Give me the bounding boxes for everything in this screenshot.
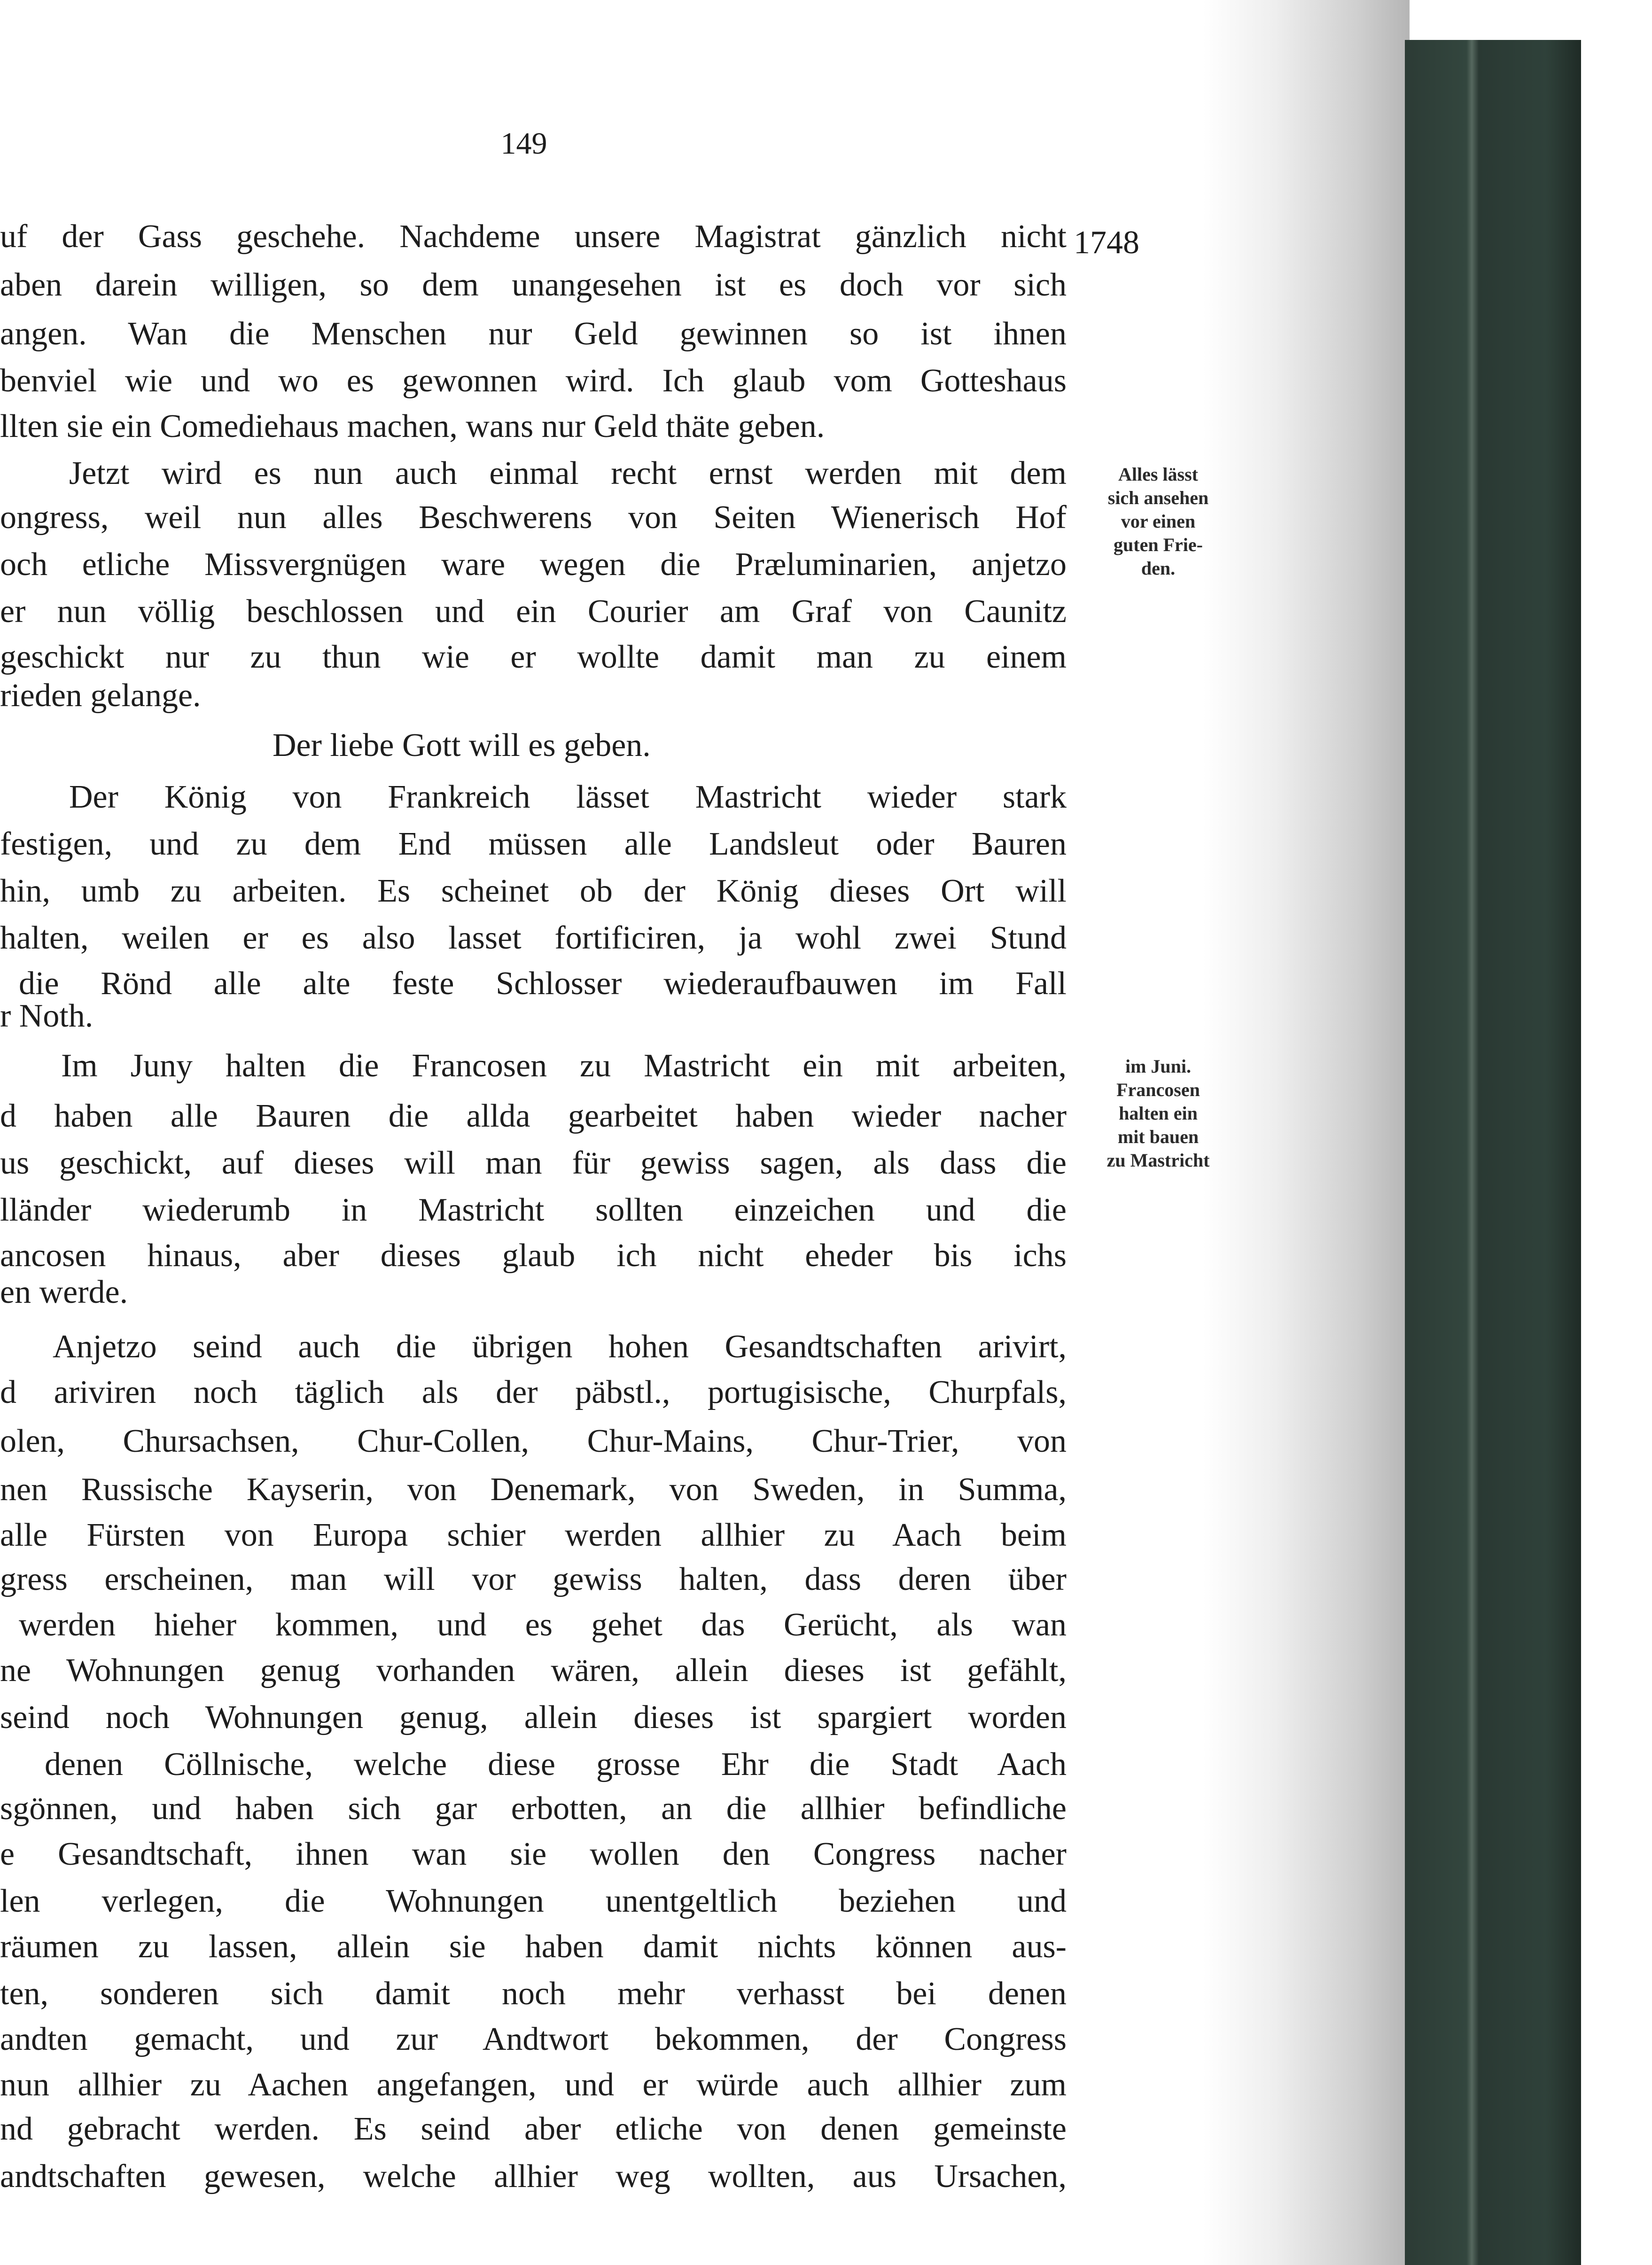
margin-note-line: vor einen xyxy=(1121,511,1196,532)
margin-note-june xyxy=(1060,1055,1257,1172)
text-line: ten, sonderen sich damit noch mehr verhasst bei denen xyxy=(0,1976,1067,2012)
text-line: er nun völlig beschlossen und ein Courier am Graf von Caunitz xyxy=(0,593,1067,630)
text-line: alle Fürsten von Europa schier werden allhier zu Aach beim xyxy=(0,1517,1067,1553)
text-line: och etliche Missvergnügen ware wegen die Præluminarien, anjetzo xyxy=(0,546,1067,583)
text-line: Der liebe Gott will es geben. xyxy=(273,727,651,763)
text-line: sgönnen, und haben sich gar erbotten, an die allhier befindliche xyxy=(0,1790,1067,1827)
text-line: nen Russische Kayserin, von Denemark, von Sweden, in Summa, xyxy=(0,1471,1067,1508)
text-line: olen, Chursachsen, Chur-Collen, Chur-Mains, Chur-Trier, von xyxy=(0,1423,1067,1459)
text-line: benviel wie und wo es gewonnen wird. Ich glaub vom Gotteshaus xyxy=(0,363,1067,399)
text-line: e Gesandtschaft, ihnen wan sie wollen den Congress nacher xyxy=(0,1836,1067,1872)
text-line: werden hieher kommen, und es gehet das Gerücht, als wan xyxy=(19,1607,1067,1643)
text-line: Im Juny halten die Francosen zu Mastricht ein mit arbeiten, xyxy=(61,1048,1067,1084)
text-line: ne Wohnungen genug vorhanden wären, allein dieses ist gefählt, xyxy=(0,1652,1067,1689)
text-line: ancosen hinaus, aber dieses glaub ich nicht eheder bis ichs xyxy=(0,1238,1067,1274)
margin-note-peace xyxy=(1060,463,1257,580)
text-line: andten gemacht, und zur Andtwort bekommen, der Congress xyxy=(0,2021,1067,2057)
text-line: die Rönd alle alte feste Schlosser wiederaufbauwen im Fall xyxy=(19,965,1067,1002)
text-line: aben darein willigen, so dem unangesehen ist es doch vor sich xyxy=(0,267,1067,303)
page-number: 149 xyxy=(500,126,547,161)
margin-note-line: guten Frie- xyxy=(1114,534,1203,555)
margin-note-line: Francosen xyxy=(1116,1079,1200,1100)
text-line: angen. Wan die Menschen nur Geld gewinnen so ist ihnen xyxy=(0,316,1067,352)
text-line: andtschaften gewesen, welche allhier weg wollten, aus Ursachen, xyxy=(0,2158,1067,2195)
text-line: llten sie ein Comediehaus machen, wans nur Geld thäte geben. xyxy=(0,408,825,444)
text-line: uf der Gass geschehe. Nachdeme unsere Magistrat gänzlich nicht xyxy=(0,218,1067,255)
text-line: d ariviren noch täglich als der päbstl., portugisische, Churpfals, xyxy=(0,1374,1067,1410)
text-line: seind noch Wohnungen genug, allein dieses ist spargiert worden xyxy=(0,1699,1067,1736)
book-binding xyxy=(1405,40,1581,2265)
text-line: denen Cöllnische, welche diese grosse Ehr die Stadt Aach xyxy=(45,1746,1067,1782)
text-line: geschickt nur zu thun wie er wollte damit man zu einem xyxy=(0,639,1067,675)
text-line: ongress, weil nun alles Beschwerens von Seiten Wienerisch Hof xyxy=(0,499,1067,536)
text-line: us geschickt, auf dieses will man für gewiss sagen, als dass die xyxy=(0,1145,1067,1181)
text-line: rieden gelange. xyxy=(0,677,201,714)
margin-note-line: den. xyxy=(1141,558,1176,579)
text-line: lländer wiederumb in Mastricht sollten einzeichen und die xyxy=(0,1192,1067,1228)
margin-note-line: halten ein xyxy=(1119,1103,1198,1124)
text-line: gress erscheinen, man will vor gewiss halten, dass deren über xyxy=(0,1561,1067,1597)
text-line: nd gebracht werden. Es seind aber etliche von denen gemeinste xyxy=(0,2111,1067,2147)
margin-note-line: im Juni. xyxy=(1125,1056,1192,1077)
text-line: d haben alle Bauren die allda gearbeitet haben wieder nacher xyxy=(0,1098,1067,1134)
text-line: Der König von Frankreich lässet Mastricht wieder stark xyxy=(69,779,1067,815)
margin-note-line: zu Mastricht xyxy=(1107,1150,1210,1171)
margin-note-line: sich ansehen xyxy=(1107,487,1209,508)
text-line: en werde. xyxy=(0,1274,128,1310)
text-line: nun allhier zu Aachen angefangen, und er würde auch allhier zum xyxy=(0,2067,1067,2103)
text-line: Jetzt wird es nun auch einmal recht ernst werden mit dem xyxy=(69,455,1067,491)
text-line: festigen, und zu dem End müssen alle Landsleut oder Bauren xyxy=(0,826,1067,862)
text-line: hin, umb zu arbeiten. Es scheinet ob der König dieses Ort will xyxy=(0,873,1067,909)
margin-note-line: mit bauen xyxy=(1117,1126,1199,1147)
margin-note-line: Alles lässt xyxy=(1118,464,1198,485)
text-line: len verlegen, die Wohnungen unentgeltlich beziehen und xyxy=(0,1883,1067,1919)
margin-year: 1748 xyxy=(1074,225,1139,261)
text-line: r Noth. xyxy=(0,998,94,1034)
text-line: halten, weilen er es also lasset fortificiren, ja wohl zwei Stund xyxy=(0,920,1067,956)
text-line: Anjetzo seind auch die übrigen hohen Gesandtschaften arivirt, xyxy=(53,1329,1067,1365)
text-line: räumen zu lassen, allein sie haben damit nichts können aus- xyxy=(0,1929,1067,1965)
